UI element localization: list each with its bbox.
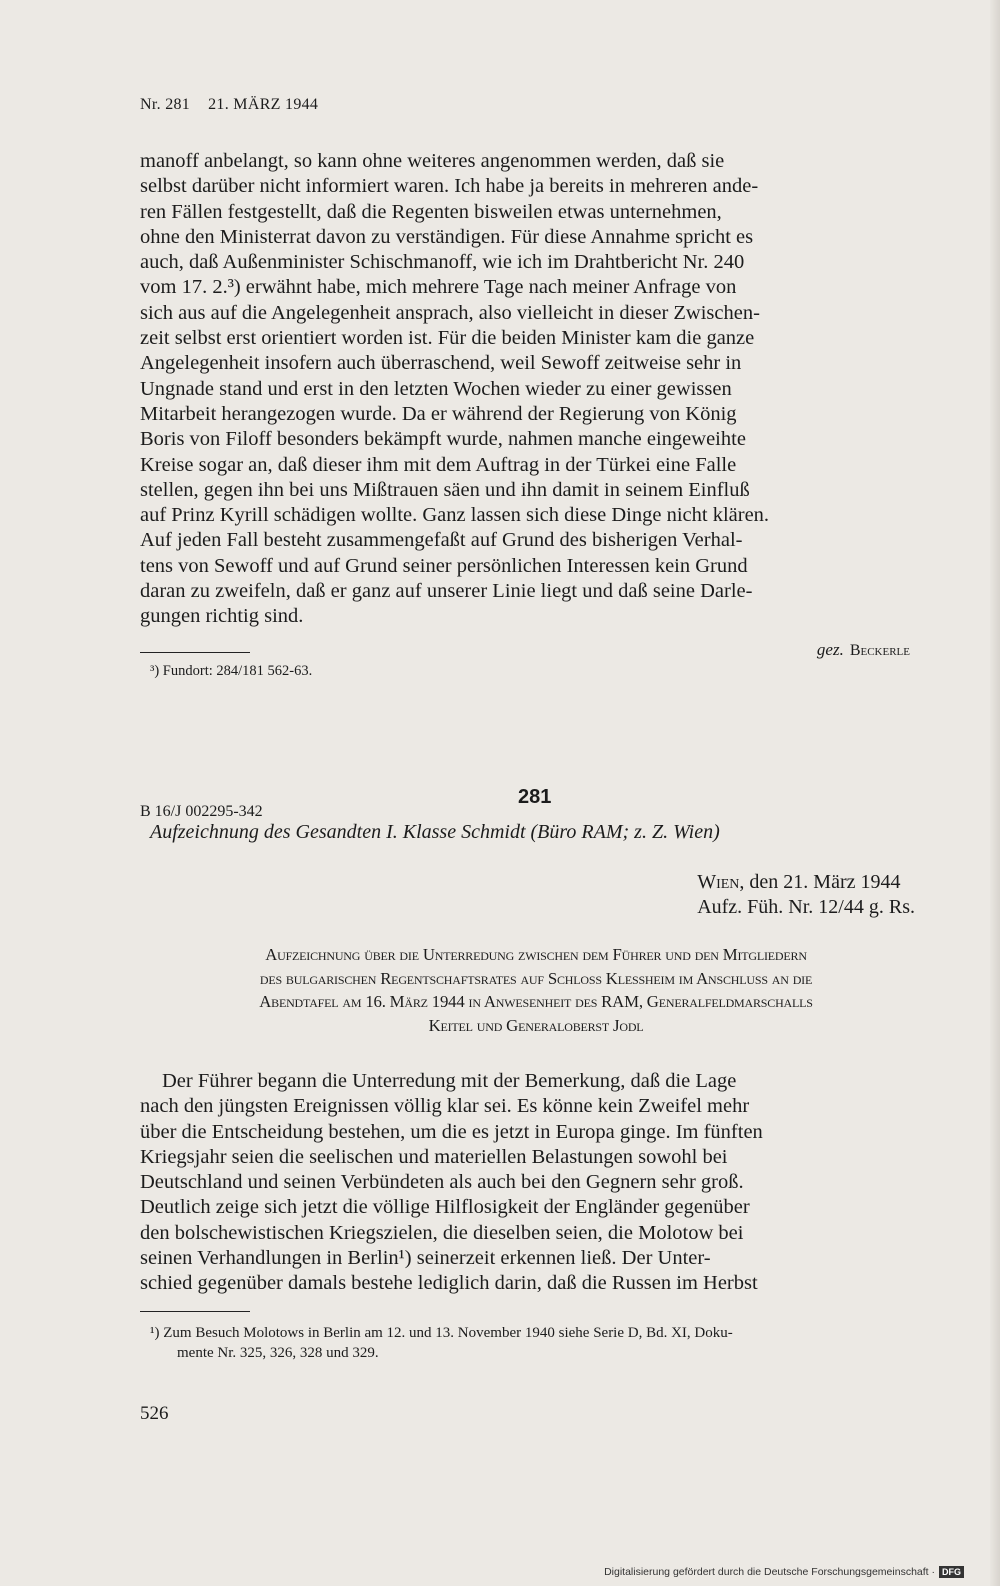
footnote-rule [140, 1311, 250, 1312]
signature [817, 640, 910, 660]
heading-line: Aufzeichnung über die Unterredung zwischen dem Führer und den Mitgliedern [265, 945, 807, 964]
text-line: gungen richtig sind. [140, 605, 304, 628]
place-city: Wien [697, 871, 740, 893]
body-text-continued [140, 149, 930, 630]
text-line: Kreise sogar an, daß dieser ihm mit dem Auftrag in der Türkei eine Falle [140, 453, 737, 476]
place-date-text: , den 21. März 1944 [739, 871, 901, 893]
text-line: seinen Verhandlungen in Berlin¹) seinerzeit erkennen ließ. Der Unter- [140, 1247, 711, 1270]
text-line: selbst darüber nicht informiert waren. Ich habe ja bereits in mehreren ande- [140, 175, 759, 198]
footnote-3: ³) Fundort: 284/181 562-63. [150, 663, 313, 679]
heading-line: Abendtafel am 16. März 1944 in Anwesenheit des RAM, Generalfeldmarschalls [259, 992, 813, 1011]
text-line: Kriegsjahr seien die seelischen und materiellen Belastungen sowohl bei [140, 1145, 728, 1168]
text-line: tens von Sewoff und auf Grund seiner persönlichen Interessen kein Grund [140, 554, 748, 577]
text-line: Der Führer begann die Unterredung mit der Bemerkung, daß die Lage [162, 1070, 737, 1092]
document-title: Aufzeichnung des Gesandten I. Klasse Schmidt (Büro RAM; z. Z. Wien) [150, 821, 720, 843]
footnote-line: mente Nr. 325, 326, 328 und 329. [177, 1345, 379, 1361]
dfg-logo: DFG [939, 1566, 964, 1578]
text-line: über die Entscheidung bestehen, um die es jetzt in Europa ginge. Im fünften [140, 1120, 763, 1143]
heading-line: Keitel und Generaloberst Jodl [428, 1015, 644, 1035]
text-line: sich aus auf die Angelegenheit ansprach, also vielleicht in dieser Zwischen- [140, 301, 760, 324]
text-line: Deutschland und seinen Verbündeten als auch bei den Gegnern sehr groß. [140, 1171, 744, 1194]
document-number: 281 [518, 786, 552, 808]
text-line: Ungnade stand und erst in den letzten Wochen wieder zu einer gewissen [140, 377, 732, 400]
running-head [140, 96, 318, 114]
place-date [697, 870, 915, 920]
text-line: Boris von Filoff besonders bekämpft wurde, nahmen manche eingeweihte [140, 428, 746, 451]
text-line: zeit selbst erst orientiert worden ist. Für die beiden Minister kam die ganze [140, 327, 755, 350]
heading-line: des bulgarischen Regentschaftsrates auf Schloss Klessheim im Anschluss an die [259, 968, 813, 988]
running-head-number: Nr. 281 [140, 96, 191, 113]
file-reference: B 16/J 002295-342 [140, 803, 263, 820]
scan-edge-shadow [990, 0, 1000, 1586]
running-head-date: 21. MÄRZ 1944 [208, 96, 319, 113]
footnote-rule [140, 652, 250, 653]
text-line: stellen, gegen ihn bei uns Mißtrauen säen und ihn damit in seinem Einfluß [140, 478, 750, 501]
place-date-line [697, 870, 915, 895]
credit-text: Digitalisierung gefördert durch die Deutsche Forschungsgemeinschaft · [604, 1565, 935, 1578]
footnote-line: ¹) Zum Besuch Molotows in Berlin am 12. und 13. November 1940 siehe Serie D, Bd. XI, Doku- [150, 1325, 733, 1341]
text-line: nach den jüngsten Ereignissen völlig klar sei. Es könne kein Zweifel mehr [140, 1095, 750, 1118]
body-text-record [140, 1069, 930, 1297]
text-line: den bolschewistischen Kriegszielen, die dieselben seien, die Molotow bei [140, 1221, 744, 1244]
page-number: 526 [140, 1403, 169, 1424]
record-heading [136, 943, 936, 1037]
text-line: auch, daß Außenminister Schischmanoff, wie ich im Drahtbericht Nr. 240 [140, 251, 745, 274]
text-line: Mitarbeit herangezogen wurde. Da er während der Regierung von König [140, 402, 737, 425]
text-line: schied gegenüber damals bestehe lediglich darin, daß die Russen im Herbst [140, 1272, 758, 1295]
digitization-credit [604, 1566, 964, 1578]
file-number: Aufz. Füh. Nr. 12/44 g. Rs. [697, 896, 915, 918]
text-line: auf Prinz Kyrill schädigen wollte. Ganz lassen sich diese Dinge nicht klären. [140, 504, 770, 527]
signature-prefix: gez. [816, 640, 844, 659]
footnote-1 [150, 1323, 935, 1363]
text-line: ren Fällen festgestellt, daß die Regenten bisweilen etwas unternehmen, [140, 200, 722, 223]
text-line: daran zu zweifeln, daß er ganz auf unserer Linie liegt und daß seine Darle- [140, 580, 753, 603]
text-line: Deutlich zeige sich jetzt die völlige Hilflosigkeit der Engländer gegenüber [140, 1196, 750, 1219]
text-line: Auf jeden Fall besteht zusammengefaßt auf Grund des bisherigen Verhal- [140, 529, 743, 552]
text-line: manoff anbelangt, so kann ohne weiteres angenommen werden, daß sie [140, 150, 725, 172]
text-line: Angelegenheit insofern auch überraschend, weil Sewoff zeitweise sehr in [140, 352, 742, 375]
text-line: ohne den Ministerrat davon zu verständigen. Für diese Annahme spricht es [140, 225, 754, 248]
signature-name: Beckerle [849, 642, 910, 659]
text-line: vom 17. 2.³) erwähnt habe, mich mehrere Tage nach meiner Anfrage von [140, 276, 737, 299]
